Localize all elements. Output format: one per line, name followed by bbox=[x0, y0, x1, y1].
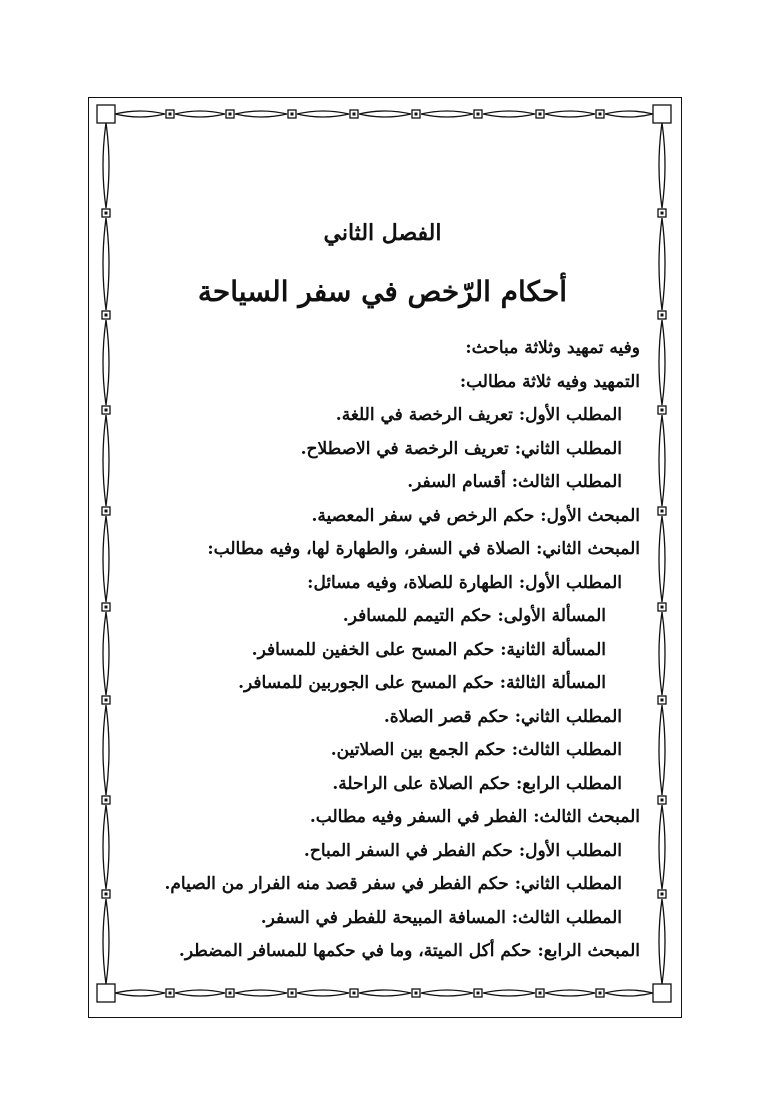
toc-line: المطلب الثالث: أقسام السفر. bbox=[407, 472, 622, 492]
toc-line: المبحث الثاني: الصلاة في السفر، والطهارة لها، وفيه مطالب: bbox=[207, 539, 640, 559]
toc-line: المطلب الرابع: حكم الصلاة على الراحلة. bbox=[332, 773, 622, 794]
toc-line: المطلب الثاني: حكم الفطر في سفر قصد منه الفرار من الصيام. bbox=[164, 874, 622, 894]
toc-line: المطلب الأول: تعريف الرخصة في اللغة. bbox=[335, 405, 622, 425]
toc-content bbox=[125, 218, 640, 969]
toc-line: المبحث الثالث: الفطر في السفر وفيه مطالب. bbox=[309, 807, 640, 827]
toc-line: المطلب الأول: الطهارة للصلاة، وفيه مسائل: bbox=[307, 572, 622, 593]
toc-line: وفيه تمهيد وثلاثة مباحث: bbox=[465, 338, 640, 358]
toc-list bbox=[125, 332, 640, 969]
toc-line: المبحث الأول: حكم الرخص في سفر المعصية. bbox=[311, 505, 640, 526]
toc-line: المسألة الثالثة: حكم المسح على الجوربين للمسافر. bbox=[238, 673, 606, 693]
toc-line: المطلب الأول: حكم الفطر في السفر المباح. bbox=[303, 840, 622, 861]
toc-line: المسألة الثانية: حكم المسح على الخفين للمسافر. bbox=[251, 639, 606, 660]
toc-line: المطلب الثالث: المسافة المبيحة للفطر في السفر. bbox=[260, 907, 622, 928]
toc-line: المطلب الثاني: تعريف الرخصة في الاصطلاح. bbox=[300, 438, 622, 459]
toc-line: المسألة الأولى: حكم التيمم للمسافر. bbox=[342, 606, 606, 626]
toc-line: التمهيد وفيه ثلاثة مطالب: bbox=[459, 371, 640, 392]
chapter-title: أحكام الرّخص في سفر السياحة bbox=[197, 275, 568, 308]
toc-line: المطلب الثاني: حكم قصر الصلاة. bbox=[383, 706, 622, 727]
toc-line: المبحث الرابع: حكم أكل الميتة، وما في حكمها للمسافر المضطر. bbox=[178, 941, 640, 961]
toc-line: المطلب الثالث: حكم الجمع بين الصلاتين. bbox=[330, 740, 622, 760]
chapter-heading: الفصل الثاني bbox=[323, 220, 442, 246]
